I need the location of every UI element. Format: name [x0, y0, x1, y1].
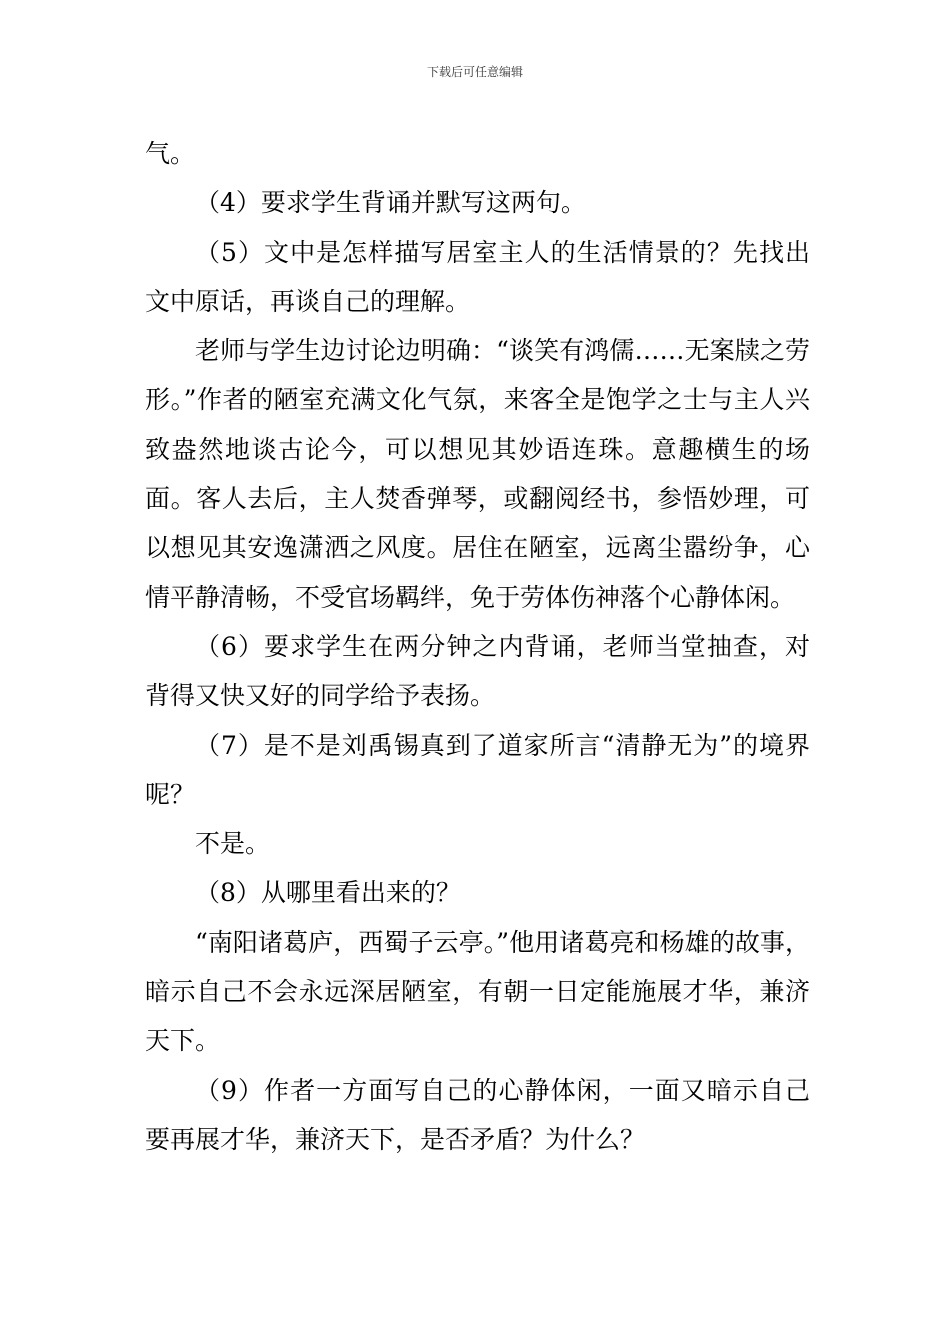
paragraph-8: （8）从哪里看出来的？: [195, 878, 461, 908]
paragraph-5: （6）要求学生在两分钟之内背诵，老师当堂抽查，对背得又快又好的同学给予表扬。: [145, 631, 810, 711]
paragraph-1: 气。: [145, 139, 196, 168]
paragraph-2: （4）要求学生背诵并默写这两句。: [195, 188, 586, 218]
page-header: 下载后可任意编辑: [426, 65, 523, 79]
paragraph-7: 不是。: [195, 829, 271, 859]
paragraph-3: （5）文中是怎样描写居室主人的生活情景的？先找出文中原话，再谈自己的理解。: [145, 237, 810, 316]
paragraph-9: “南阳诸葛庐，西蜀子云亭。”他用诸葛亮和杨雄的故事，暗示自己不会永远深居陋室，有朝一日定能施展才华，兼济天下。: [145, 927, 810, 1056]
paragraph-10: （9）作者一方面写自己的心静体闲，一面又暗示自己要再展才华，兼济天下，是否矛盾？为什么？: [145, 1075, 810, 1154]
document-body: [145, 129, 810, 1164]
paragraph-4: 老师与学生边讨论边明确：“谈笑有鸿儒……无案牍之劳形。”作者的陋室充满文化气氛，来客全是饱学之士与主人兴致盎然地谈古论今，可以想见其妙语连珠。意趣横生的场面。客人去后，主人焚香弹琴，或翻阅经书，参悟妙理，可以想见其安逸潇洒之风度。居住在陋室，远离尘嚣纷争，心情平静清畅，不受官场羁绊，免于劳体伤神落个心静体闲。: [145, 336, 810, 612]
paragraph-6: （7）是不是刘禹锡真到了道家所言“清静无为”的境界呢？: [145, 730, 810, 809]
